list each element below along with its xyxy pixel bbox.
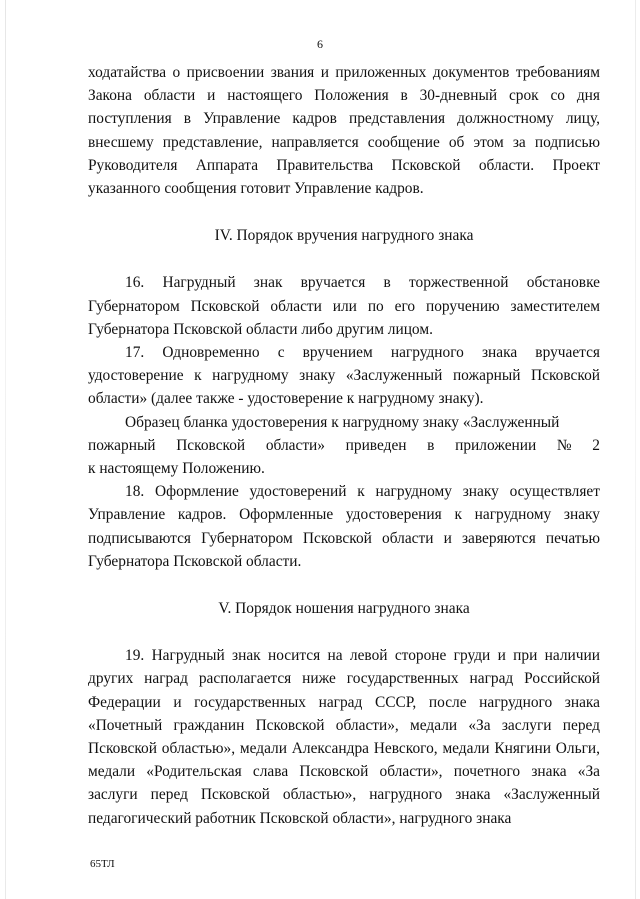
word: в	[427, 436, 435, 454]
word: №	[556, 436, 572, 454]
paragraph-17-sample-line-3: к настоящему Положению.	[88, 460, 265, 478]
section-heading-v: V. Порядок ношения нагрудного знака	[218, 600, 470, 618]
paragraph-18: 18. Оформление удостоверений к нагрудному знаку осуществляет Управление кадров. Оформленные удостоверения к нагрудному знаку подписываются Губернатором Псковской области и заверяются печатью Губернатора Псковской области.	[88, 483, 600, 570]
footer-document-code: 65ТЛ	[90, 858, 115, 870]
paragraph-16: 16. Нагрудный знак вручается в торжественной обстановке Губернатором Псковской области или по его поручению заместителем Губернатора Псковской области либо другим лицом.	[88, 274, 600, 338]
paragraph-17-sample-line-2	[88, 434, 600, 457]
word: 2	[592, 436, 600, 454]
word: приложении	[455, 436, 537, 454]
word: области»	[265, 436, 325, 454]
section-heading-iv: IV. Порядок вручения нагрудного знака	[214, 227, 474, 245]
paragraph-17-sample	[88, 411, 600, 481]
paragraph-19: 19. Нагрудный знак носится на левой стороне груди и при наличии других наград располагается ниже государственных наград Российской Федерации и государственных наград СССР, после нагрудного знака «Почетный гражданин Псковской области», медали «За заслуги перед Псковской областью», медали Александра Невского, медали Княгини Ольги, медали «Родительская слава Псковской области», почетного знака «За заслуги перед Псковской областью», нагрудного знака «Заслуженный педагогический работник Псковской области», нагрудного знака	[88, 647, 600, 827]
word: приведен	[345, 436, 407, 454]
paragraph-17-sample-line-1: Образец бланка удостоверения к нагрудному знаку «Заслуженный	[125, 413, 560, 431]
scan-edge-right	[635, 0, 636, 899]
document-body	[88, 61, 600, 830]
scan-edge-left	[5, 0, 6, 899]
word: Псковской	[176, 436, 246, 454]
word: пожарный	[88, 436, 156, 454]
paragraph-17: 17. Одновременно с вручением нагрудного знака вручается удостоверение к нагрудному знаку «Заслуженный пожарный Псковской области» (далее также - удостоверение к нагрудному знаку).	[88, 344, 600, 408]
page-number: 6	[317, 37, 323, 51]
paragraph-continuation: ходатайства о присвоении звания и приложенных документов требованиям Закона области и настоящего Положения в 30-дневный срок со дня поступления в Управление кадров представления должностному лицу, внесшему представление, направляется сообщение об этом за подписью Руководителя Аппарата Правительства Псковской области. Проект указанного сообщения готовит Управление кадров.	[88, 64, 600, 198]
